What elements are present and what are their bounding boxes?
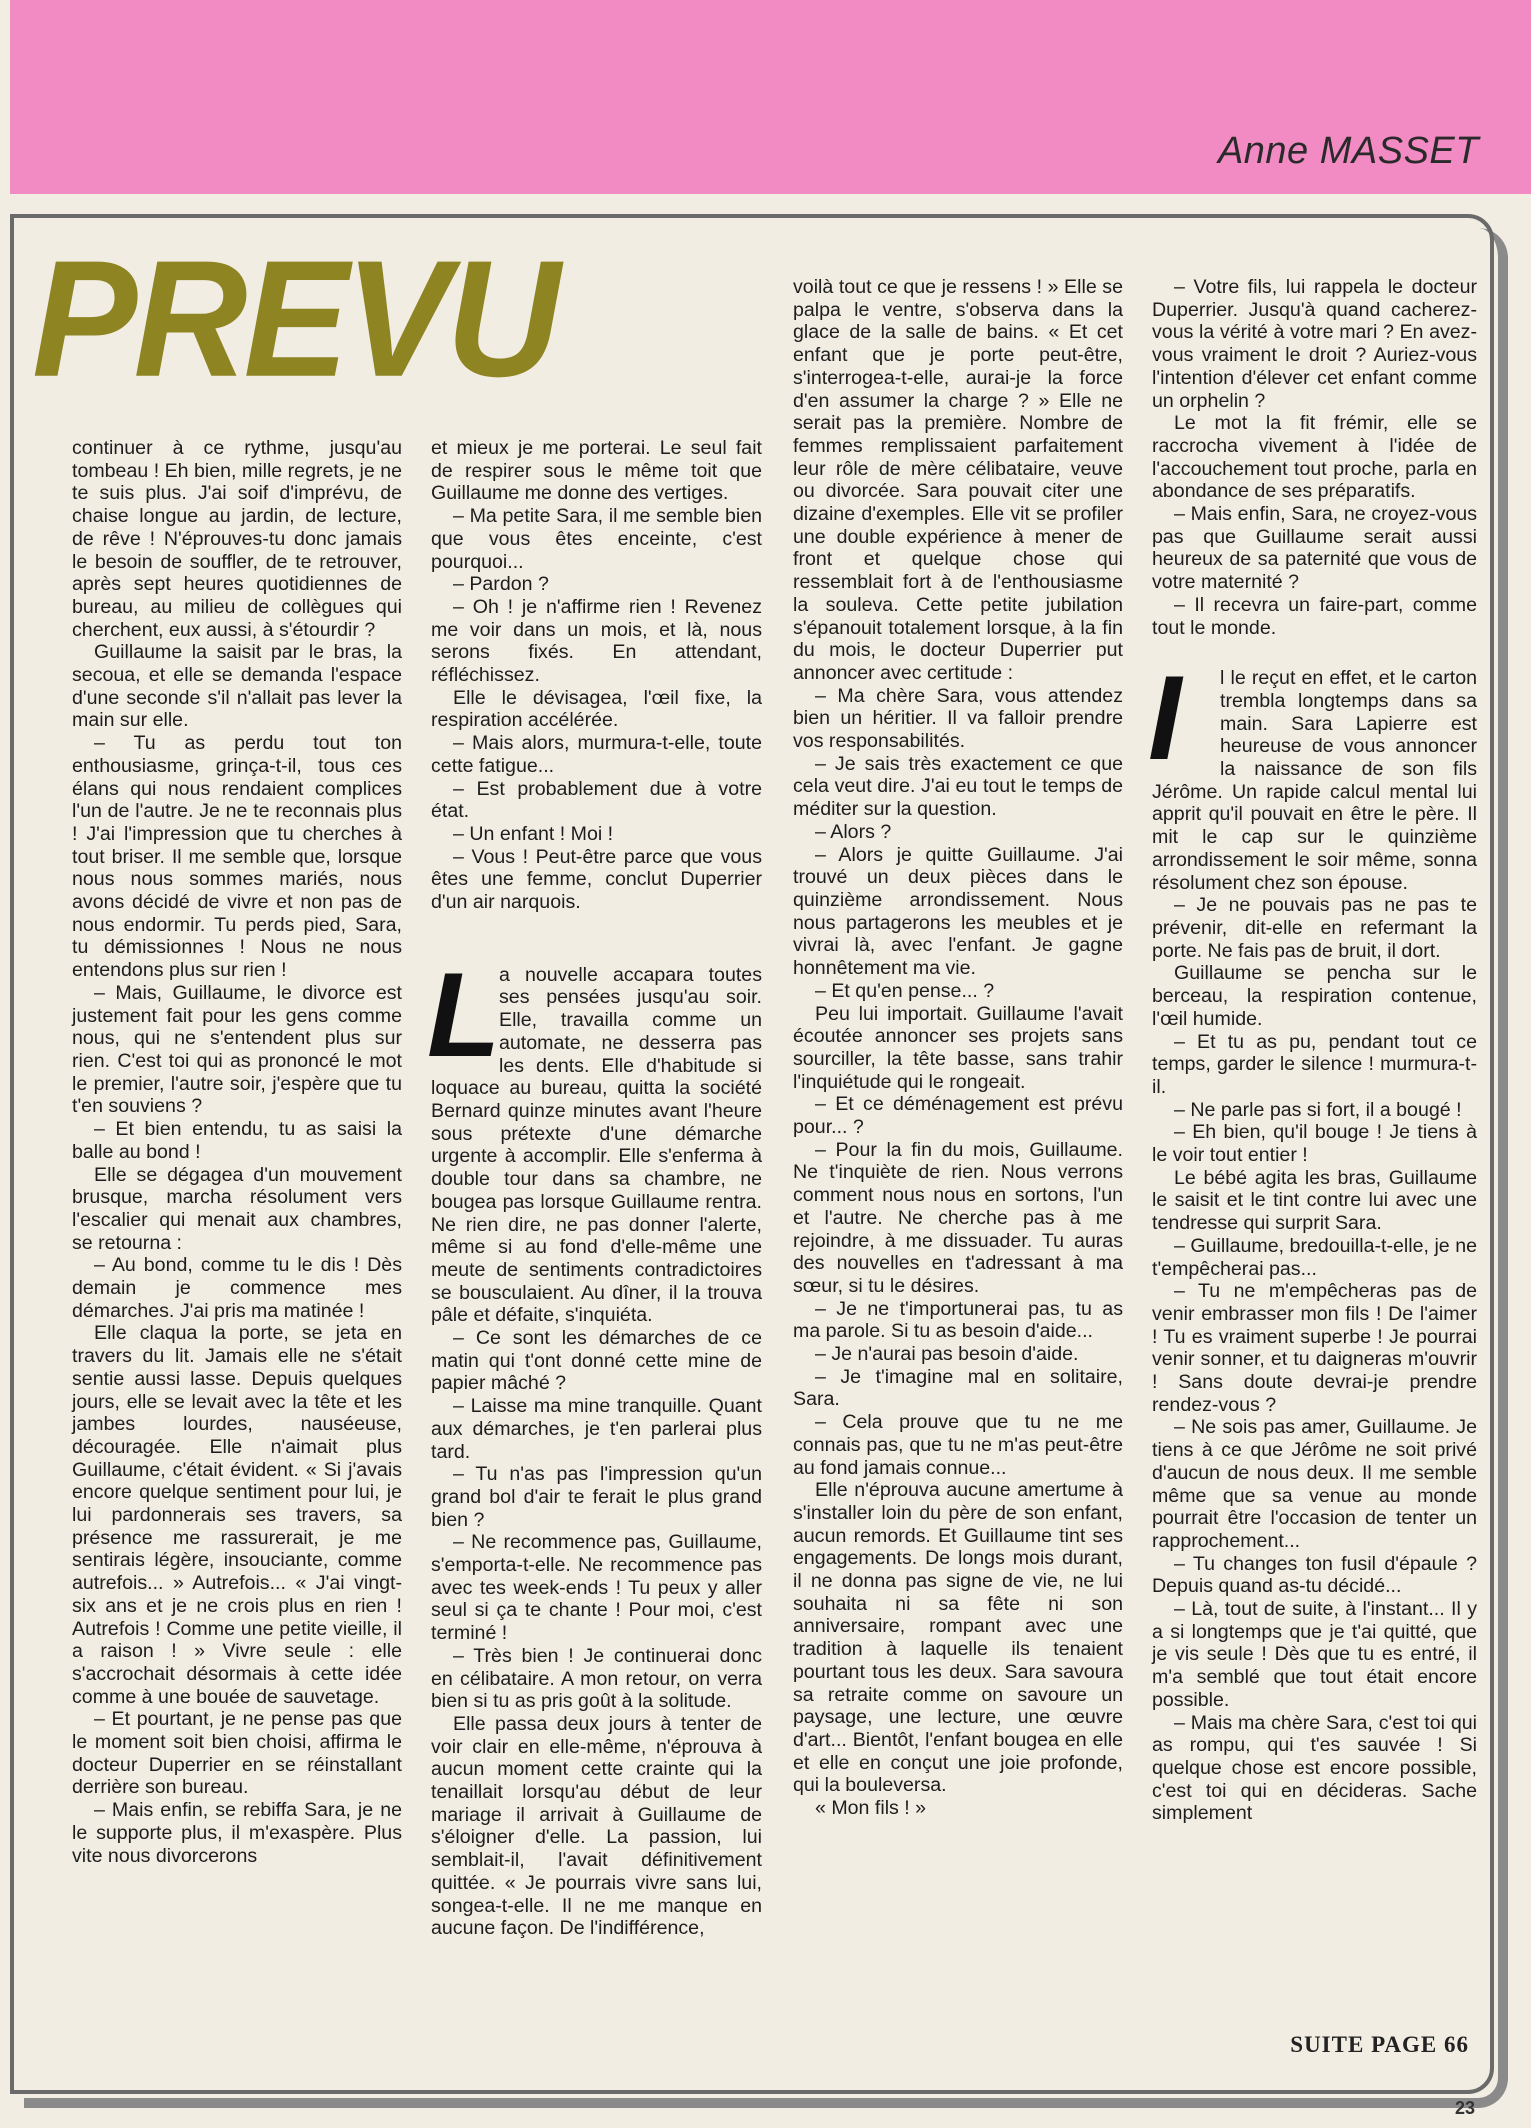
paragraph: – Alors ? [815,820,892,843]
continuation-note: SUITE PAGE 66 [1290,2032,1469,2057]
paragraph: et mieux je me porterai. Le seul fait de respirer sous le même toit que Guillaume me donne des vertiges. [431,437,762,505]
paragraph: Elle claqua la porte, se jeta en travers du lit. Jamais elle ne s'était sentie aussi lasse. Depuis quelques jours, elle se levait avec la tête et les jambes lourdes, nauséeuse, découragée. Elle n'aimait plus Guillaume, c'était évident. « Si j'avais encore quelque sentiment pour lui, je lui pardonnerais ses travers, sa présence me rassurerait, je me sentirais légère, insouciante, comme autrefois... » Autrefois... « J'ai vingt-six ans et je ne crois plus en rien ! Autrefois ! Comme une petite vieille, il a raison ! » Vivre seule : elle s'accrochait désormais à cette idée comme à une bouée de sauvetage. [72,1322,402,1708]
paragraph: – Et tu as pu, pendant tout ce temps, garder le silence ! murmura-t-il. [1152,1030,1477,1098]
paragraph: – Très bien ! Je continuerai donc en célibataire. A mon retour, on verra bien si tu as pris goût à la solitude. [431,1644,762,1713]
paragraph: – Je ne pouvais pas ne pas te prévenir, dit-elle en refermant la porte. Ne fais pas de bruit, il dort. [1152,894,1477,962]
paragraph: Guillaume la saisit par le bras, la secoua, et elle se demanda l'espace d'une seconde s'il n'allait pas lever la main sur elle. [72,641,402,732]
paragraph: l le reçut en effet, et le carton trembla longtemps dans sa main. Sara Lapierre est heureuse de vous annoncer la naissance de son fils Jérôme. Un rapide calcul mental lui apprit qu'il pouvait en être le père. Il mit le cap sur le quinzième arrondissement le soir même, sonna résolument chez son épouse. [1152,667,1477,894]
paragraph: – Alors je quitte Guillaume. J'ai trouvé un deux pièces dans le quinzième arrondissement. Nous nous partagerons les meubles et je vivrai là, avec l'enfant. Je gagne honnêtement ma vie. [793,843,1123,980]
author-name: Anne MASSET [1217,130,1479,172]
paragraph: Elle passa deux jours à tenter de voir clair en elle-même, n'éprouva à aucun moment cette crainte qui la tenaillait lorsqu'au début de leur mariage il arrivait à Guillaume de s'éloigner d'elle. La passion, lui semblait-il, l'avait définitivement quittée. « Je pourrais vivre sans lui, songea-t-elle. Il ne me manque en aucune façon. De l'indifférence, [431,1712,762,1940]
text-column-2 [427,437,762,1940]
paragraph: – Pardon ? [453,573,549,596]
paragraph: – Tu changes ton fusil d'épaule ? Depuis quand as-tu décidé... [1152,1552,1477,1598]
paragraph: Elle le dévisagea, l'œil fixe, la respiration accélérée. [431,686,762,732]
paragraph: – Mais ma chère Sara, c'est toi qui as rompu, qui t'es sauvée ! Si quelque chose est encore possible, c'est toi qui en décideras. Sache simplement [1152,1711,1477,1825]
paragraph: – Et bien entendu, tu as saisi la balle au bond ! [72,1118,402,1163]
paragraph: – Ce sont les démarches de ce matin qui t'ont donné cette mine de papier mâché ? [431,1327,762,1395]
paragraph: – Là, tout de suite, à l'instant... Il y a si longtemps que je t'ai quitté, que je vis seule ! Dès que tu es entré, il m'a semblé que tout était encore possible. [1152,1598,1477,1711]
paragraph: – Il recevra un faire-part, comme tout le monde. [1152,593,1477,639]
paragraph: – Mais, Guillaume, le divorce est justement fait pour les gens comme nous, qui ne s'entendent plus sur rien. C'est toi qui as prononcé le mot le premier, l'autre soir, j'espère que tu t'en souviens ? [72,981,402,1118]
paragraph: – Guillaume, bredouilla-t-elle, je ne t'empêcherai pas... [1152,1234,1477,1280]
paragraph: – Tu ne m'empêcheras pas de venir embrasser mon fils ! De l'aimer ! Tu es vraiment superbe ! Je pourrai venir sonner, et tu daigneras m'ouvrir ! Sans doute devrai-je prendre rendez-vous ? [1152,1280,1477,1416]
section-gap [1152,639,1477,667]
paragraph: – Ne parle pas si fort, il a bougé ! [1174,1098,1462,1121]
paragraph: voilà tout ce que je ressens ! » Elle se palpa le ventre, s'observa dans la glace de la salle de bains. « Et cet enfant que je porte peut-être, s'interrogea-t-elle, aurai-je la force d'en assumer la charge ? » Elle ne serait pas la première. Nombre de femmes remplissaient parfaitement leur rôle de mère célibataire, veuve ou divorcée. Sara pouvait citer une dizaine d'exemples. Elle vit se profiler une double expérience à mener de front et quelque chose qui ressemblait fort à de l'enthousiasme la souleva. Cette petite jubilation s'épanouit totalement lorsque, à la fin du mois, le docteur Duperrier put annoncer avec certitude : [793,276,1123,684]
paragraph: – Mais enfin, Sara, ne croyez-vous pas que Guillaume serait aussi heureux de sa paternité que vous de votre maternité ? [1152,503,1477,594]
paragraph: – Vous ! Peut-être parce que vous êtes une femme, conclut Duperrier d'un air narquois. [431,845,762,914]
paragraph: – Votre fils, lui rappela le docteur Duperrier. Jusqu'à quand cacherez-vous la vérité à votre mari ? En avez-vous vraiment le droit ? Auriez-vous l'intention d'élever cet enfant comme un orphelin ? [1152,276,1477,412]
paragraph: – Pour la fin du mois, Guillaume. Ne t'inquiète de rien. Nous verrons comment nous nous en sortons, l'un et l'autre. Ne cherche pas à me rejoindre, à me dissuader. Tu auras des nouvelles en t'adressant à ma sœur, si tu le désires. [793,1138,1123,1297]
paragraph: Guillaume se pencha sur le berceau, la respiration contenue, l'œil humide. [1152,962,1477,1030]
paragraph: – Mais alors, murmura-t-elle, toute cette fatigue... [431,732,762,777]
paragraph: « Mon fils ! » [815,1797,927,1820]
text-column-4 [1148,276,1477,1825]
paragraph: – Et qu'en pense... ? [815,979,995,1002]
paragraph: – Je ne t'importunerai pas, tu as ma parole. Si tu as besoin d'aide... [793,1297,1123,1343]
paragraph: a nouvelle accapara toutes ses pensées jusqu'au soir. Elle, travailla comme un automate, ne desserra pas les dents. Elle d'habitude si loquace au bureau, quitta la société Bernard quinze minutes avant l'heure sous prétexte d'une démarche urgente à accomplir. Elle s'enferma à double tour dans sa chambre, ne bougea pas lorsque Guillaume rentra. Ne rien dire, ne pas donner l'alerte, même si au fond d'elle-même une meute de sentiments contradictoires se bousculaient. Au dîner, il la trouva pâle et défaite, s'inquiéta. [431,963,762,1327]
page-number: 23 [1454,2098,1475,2118]
paragraph: – Eh bien, qu'il bouge ! Je tiens à le voir tout entier ! [1152,1121,1477,1167]
paragraph: – Est probablement due à votre état. [431,777,762,823]
drop-cap: L [427,947,501,1082]
paragraph: Le bébé agita les bras, Guillaume le saisit et le tint contre lui avec une tendresse qui surprit Sara. [1152,1166,1477,1235]
paragraph: – Ne sois pas amer, Guillaume. Je tiens à ce que Jérôme ne soit privé d'aucun de nous deux. Il me semble même que sa venue au monde pourrait être l'occasion de tenter un rapprochement... [1152,1416,1477,1552]
paragraph: Elle se dégagea d'un mouvement brusque, marcha résolument vers l'escalier qui menait aux chambres, se retourna : [72,1163,402,1254]
paragraph: – Je sais très exactement ce que cela veut dire. J'ai eu tout le temps de méditer sur la question. [793,752,1123,821]
text-column-1 [72,437,402,1867]
paragraph: Elle n'éprouva aucune amertume à s'installer loin du père de son enfant, aucun remords. Et Guillaume tint ses engagements. De longs mois durant, il ne donna pas signe de vie, ne lui souhaita ni sa fête ni son anniversaire, rompant avec une tradition à laquelle ils tenaient pourtant tous les deux. Sara savoura sa retraite comme on savoure un paysage, une lecture, une œuvre d'art... Bientôt, l'enfant bougea en elle et elle en conçut une joie profonde, qui la bouleversa. [793,1479,1123,1797]
paragraph: Le mot la fit frémir, elle se raccrocha vivement à l'idée de l'accouchement tout proche, parla en abondance de ses préparatifs. [1152,412,1477,503]
paragraph: – Un enfant ! Moi ! [453,822,614,845]
text-column-3 [793,276,1123,1820]
paragraph: – Au bond, comme tu le dis ! Dès demain je commence mes démarches. J'ai pris ma matinée ! [72,1254,402,1322]
paragraph: – Cela prouve que tu ne me connais pas, que tu ne m'as peut-être au fond jamais connue... [793,1411,1123,1479]
paragraph: – Et pourtant, je ne pense pas que le moment soit bien choisi, affirma le docteur Duperrier en se réinstallant derrière son bureau. [72,1708,402,1799]
paragraph: – Laisse ma mine tranquille. Quant aux démarches, je t'en parlerai plus tard. [431,1395,762,1463]
paragraph: – Et ce déménagement est prévu pour... ? [793,1093,1123,1139]
paragraph: – Oh ! je n'affirme rien ! Revenez me voir dans un mois, et là, nous serons fixés. En attendant, réfléchissez. [431,595,762,687]
paragraph: continuer à ce rythme, jusqu'au tombeau ! Eh bien, mille regrets, je ne te suis plus. J'ai soif d'imprévu, de chaise longue au jardin, de lecture, de rêve ! N'éprouves-tu donc jamais le besoin de souffler, de te retrouver, après sept heures quotidiennes de bureau, au milieu de collègues qui cherchent, eux aussi, à s'étourdir ? [72,437,403,641]
article-title: PREVU [32,226,557,412]
paragraph: – Je t'imagine mal en solitaire, Sara. [793,1365,1123,1411]
paragraph: – Ne recommence pas, Guillaume, s'emporta-t-elle. Ne recommence pas avec tes week-ends ! Tu peux y aller seul si ça te chante ! Pour moi, c'est terminé ! [431,1531,762,1645]
paragraph: – Mais enfin, se rebiffa Sara, je ne le supporte plus, il m'exaspère. Plus vite nous divorcerons [72,1799,402,1867]
paragraph: – Tu n'as pas l'impression qu'un grand bol d'air te ferait le plus grand bien ? [431,1463,762,1531]
paragraph: – Ma chère Sara, vous attendez bien un héritier. Il va falloir prendre vos responsabilités. [793,684,1123,753]
paragraph: – Tu as perdu tout ton enthousiasme, grinça-t-il, tous ces élans qui nous rendaient complices l'un de l'autre. Je ne te reconnais plus ! J'ai l'impression que tu cherches à tout briser. Il me semble que, lorsque nous nous sommes mariés, nous avons décidé de vivre et non pas de nous endormir. Tu perds pied, Sara, tu démissionnes ! Nous ne nous entendons plus sur rien ! [72,732,402,982]
paragraph: Peu lui importait. Guillaume l'avait écoutée annoncer ses projets sans sourciller, la tête basse, sans trahir l'inquiétude qui le rongeait. [793,1002,1123,1093]
paragraph: – Je n'aurai pas besoin d'aide. [815,1343,1079,1366]
paragraph: – Ma petite Sara, il me semble bien que vous êtes enceinte, c'est pourquoi... [431,505,762,573]
drop-cap: I [1148,651,1182,786]
